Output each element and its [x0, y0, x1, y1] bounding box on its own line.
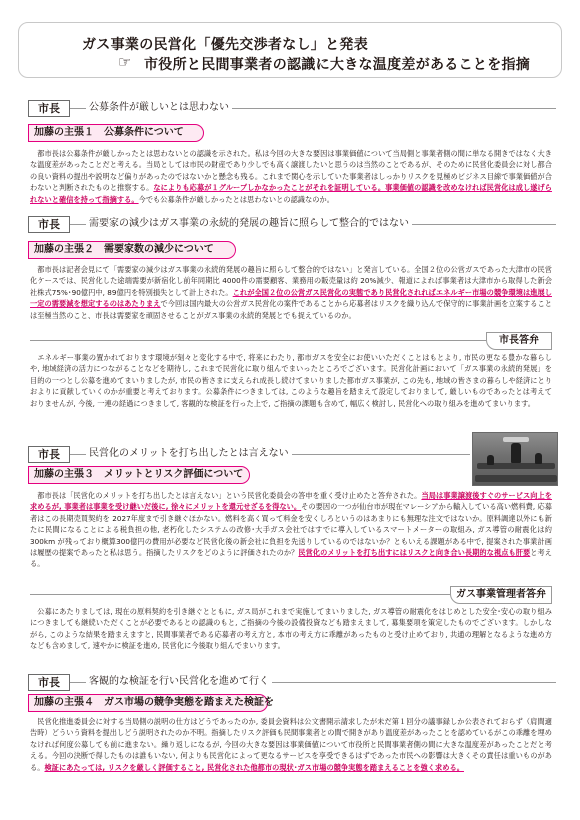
- pointing-hand-icon: ☞: [118, 53, 132, 71]
- highlighted-text: なによりも応募が１グループしかなかったことがそれを証明している。事業価値の認識を改めなければ民営化は成し遂げられないと確信を持って指摘する。: [30, 183, 552, 204]
- highlighted-text: これが全国２位の公営ガス民営化の実態であり民営化されればエネルギー市場の競争環境は進展し一定の需要減を想定するのはあたりまえ: [30, 287, 552, 309]
- council-chamber-photo: [472, 432, 558, 486]
- headline-primary: ガス事業の民営化「優先交渉者なし」と発表: [82, 37, 368, 53]
- mayor-label: 市長: [28, 216, 70, 233]
- claim-paragraph: 都市長は「民営化のメリットを打ち出したとは言えない」という民営化委員会の答申を重く受け止めたと答弁された。当局は事業譲渡後すぐのサービス向上を求めるが, 事業者は事業を受け継いだ後に, 徐々にメリットを還元せざるを得ない。その要因の一つが仙台市が現在マレーシアから輸入している高い燃料費, 応募者はこの長期売買契約を 2027年度まで引き継ぐほかない。燃料を高く買って料金を安くしろというのはあまりにも無理な注文ではないか。原料調達以外にも新たに民間になることによる税負担の他, 老朽化したシステムの改修･大手ガス会社ではすでに導入しているスマートメーターの取組み, ガス導管の耐震化は約300km が残っており概算300億円の費用が必要など民営化後の新会社に負担を先送りしているのではないか？ともいえる課題がある中で, 提案された事業計画は履歴の提案であったと私は思う。指摘したリスクをどのように評価されたのか？民営化のメリットを打ち出すにはリスクと向き合い長期的な視点も肝要と考える。: [30, 491, 553, 569]
- reply-rule: [30, 340, 486, 341]
- reply-paragraph: 公募にあたりましては, 現在の原料契約を引き継ぐとともに, ガス局がこれまで実施してまいりました, ガス導管の耐震化をはじめとした安全･安心の取り組みにつきましても継続いただくことが必要であるとの認識のもと, ご指摘の今後の設備投資なども踏まえまして, 募集要項を策定したものでございます。しかしながら, このような結果を踏まえますと, 民間事業者である応募者の考え方と, 本市の考え方に乖離があったものと受け止めており, 共通の理解となるような進め方なども含めまして, 速やかに検証を進め, 民営化に今後取り組んでまいります。: [30, 607, 552, 651]
- claim-heading: 加藤の主張１ 公募条件について: [28, 124, 204, 142]
- claim-heading: 加藤の主張２ 需要家数の減少について: [28, 241, 236, 259]
- reply-paragraph: エネルギー事業の置かれております環境が刻々と変化する中で, 将来にわたり, 都市ガスを安全にお使いいただくことはもとより, 市民の更なる豊かな暮らしや, 地域経済の活力につながることなどを期待し, これまで民営化に取り組んでまいったところでございます。民営化計画において「ガス事業の永続的発展」を目的の一つとし公募を進めてまいりましたが, 市民の皆さまに支えられ成長し続けてまいりました都市ガス事業が, この先も, 地域の皆さまの暮らしや経済にとりおよりに貢献していくのかが重要と考えております。公募条件につきましては, このような趣旨を踏まえて設定しておりまして, 厳しいものであったとは考えておりませんが, 今後, 一連の経過につきまして, 客観的な検証を行った上で, ご指摘の課題も含めて, 幅広く検討し, 民営化への取り組みを進めてまいります。: [30, 353, 552, 408]
- reply-rule: [30, 594, 450, 595]
- highlighted-text: 当局は事業譲渡後すぐのサービス向上を求めるが, 事業者は事業を受け継いだ後に, 徐々にメリットを還元せざるを得ない。: [30, 491, 552, 512]
- mayor-label: 市長: [28, 100, 70, 117]
- mayor-label: 市長: [28, 446, 70, 463]
- mayor-statement: 需要家の減少はガス事業の永続的発展の趣旨に照らして整合的ではない: [86, 217, 412, 231]
- claim-paragraph: 民営化推進委員会に対する当局側の説明の仕方はどうであったのか, 委員会資料は公文書開示請求したが未だ第１回分の議事録しか公表されておらず（肩間適告時）どういう資料を提出しどう説明されたのか不明。指摘したリスク評価も民間事業者との間で開きがあり温度差があったことを認めているがこの乖離を埋めなければ何度公募しても前に進まない。繰り返しになるが, 今回の大きな要因は事業価値について市役所と民間事業者側の間に大きな温度差があったことだと考える。今回の決断で得したものは誰もいない, 何よりも民営化によって更なるサービスを享受できるはずであった市民への影響は大きくその責任は重いものがある。検証にあたっては, リスクを厳しく評価すること, 民営化された他都市の現状･ガス市場の競争実態を踏まえることを強く求める。: [30, 717, 552, 772]
- reply-label: 市長答弁: [486, 332, 552, 350]
- claim-heading: 加藤の主張４ ガス市場の競争実態を踏まえた検証を: [28, 694, 268, 712]
- mayor-statement: 客観的な検証を行い民営化を進めて行く: [86, 675, 272, 689]
- claim-paragraph: 都市長は記者会見にて「需要家の減少はガス事業の永続的発展の趣旨に照らして整合的ではない」と発言している。全国２位の公営ガスであった大津市の民営化ケースでは、民営化した途端需要が新宿化し前年同期比 4000件の需要顧客、業務用の販売量は約 20%減少、報道によれば事業者は大津市から取得した新会社株式75%･90億円中, 89億円を特別損失として計上された。これが全国２位の公営ガス民営化の実態であり民営化されればエネルギー市場の競争環境は進展し一定の需要減を想定するのはあたりまえで今回は国内最大の公営ガス民営化の案件であることから応募者はリスクを織り込んで保守的に事業計画を立案することは至極当然のこと、市長は需要家を頑固させることがガス事業の永続的発展とでも捉えているのか。: [30, 265, 553, 320]
- highlighted-text: 民営化のメリットを打ち出すにはリスクと向き合い長期的な視点も肝要: [298, 548, 531, 558]
- mayor-statement: 民営化のメリットを打ち出したとは言えない: [86, 447, 292, 461]
- claim-paragraph: 都市長は公募条件が厳しかったとは思わないとの認識を示された。私は今回の大きな要因は事業価値について当局側と事業者側の間に単なる開きではなく大きな温度差があったことだと考える。当局としては市民の財産であり少しでも高く譲渡したいと思うのは当然のことであるが、そのために民営化委員会に対し都合の良い資料の提出や説明など偏りがあったのではないかと懸念も残る。これまで関心を示していた事業者はしっかりリスクを見極めビジネス目線で事業価値が合わないと判断されたものと推察する。なによりも応募が１グループしかなかったことがそれを証明している。事業価値の認識を改めなければ民営化は成し遂げられないと確信を持って指摘する。今でも公募条件が厳しかったとは思わないとの認識なのか。: [30, 149, 552, 204]
- headline-secondary: 市役所と民間事業者の認識に大きな温度差があることを指摘: [144, 57, 531, 73]
- highlighted-text: 検証にあたっては, リスクを厳しく評価すること, 民営化された他都市の現状･ガス市場の競争実態を踏まえることを強く求める。: [44, 762, 464, 772]
- mayor-label: 市長: [28, 674, 70, 691]
- reply-label: ガス事業管理者答弁: [450, 586, 552, 604]
- claim-heading: 加藤の主張３ メリットとリスク評価について: [28, 466, 250, 484]
- mayor-statement: 公募条件が厳しいとは思わない: [86, 101, 232, 115]
